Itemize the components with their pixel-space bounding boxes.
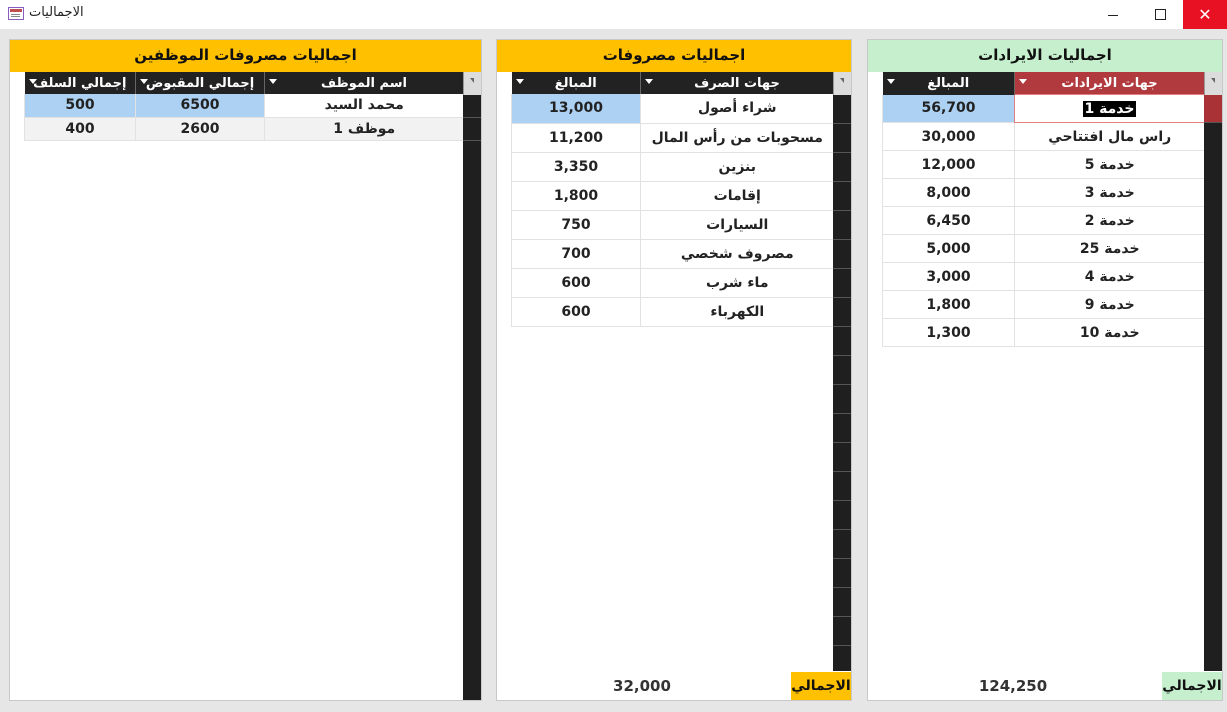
expense-name-cell[interactable]: شراء أصول [641,94,834,123]
record-selector[interactable] [463,95,482,118]
revenue-amount-cell[interactable]: 1,800 [883,291,1015,319]
minimize-button[interactable] [1090,0,1136,29]
revenue-amount-cell[interactable]: 30,000 [883,123,1015,151]
expense-amount-cell[interactable]: 11,200 [512,123,641,152]
record-selector[interactable] [833,356,852,385]
revenue-name-cell[interactable]: خدمة 2 [1015,207,1205,235]
column-header-total-received[interactable]: إجمالي المقبوض [136,72,265,94]
revenue-amount-cell[interactable]: 5,000 [883,235,1015,263]
select-all-corner[interactable] [1204,72,1223,95]
revenues-total-value: 124,250 [978,677,1048,695]
column-header-total-advances[interactable]: إجمالي السلف [25,72,136,94]
table-row[interactable] [883,263,1205,291]
column-header-expense-party[interactable]: جهات الصرف [641,72,834,94]
expenses-table [511,72,834,327]
current-record-selector[interactable] [1204,95,1223,123]
column-header-amounts[interactable]: المبالغ [883,72,1015,95]
expense-name-cell[interactable]: مصروف شخصي [641,239,834,268]
table-row[interactable] [883,123,1205,151]
employees-panel-title: اجماليات مصروفات الموظفين [10,40,481,72]
maximize-button[interactable] [1137,0,1183,29]
filter-dropdown-icon[interactable] [516,79,524,84]
record-selector[interactable] [833,472,852,501]
record-selector[interactable] [833,95,852,124]
record-selector-bar[interactable] [1204,95,1223,671]
table-row[interactable] [883,151,1205,179]
filter-dropdown-icon[interactable] [1019,79,1027,84]
revenue-name-cell[interactable]: خدمة 4 [1015,263,1205,291]
revenue-name-cell[interactable]: خدمة 25 [1015,235,1205,263]
filter-dropdown-icon[interactable] [29,79,37,84]
record-selector[interactable] [833,588,852,617]
revenues-panel-title: اجماليات الايرادات [868,40,1222,72]
revenue-amount-cell[interactable]: 56,700 [883,95,1015,123]
total-received-cell[interactable]: 6500 [136,94,265,117]
window-title: الاجماليات [29,5,84,20]
record-selector[interactable] [833,269,852,298]
close-icon: ✕ [1198,4,1212,24]
table-row[interactable] [512,210,834,239]
table-row[interactable] [883,95,1205,123]
filter-dropdown-icon[interactable] [269,79,277,84]
expense-amount-cell[interactable]: 700 [512,239,641,268]
expense-name-cell[interactable]: مسحوبات من رأس المال [641,123,834,152]
record-selector-bar[interactable] [833,95,852,671]
record-selector[interactable] [833,327,852,356]
total-received-cell[interactable]: 2600 [136,117,265,140]
employees-table [24,72,464,141]
record-selector[interactable] [833,385,852,414]
filter-dropdown-icon[interactable] [140,79,148,84]
table-row[interactable] [512,181,834,210]
expense-name-cell[interactable]: ماء شرب [641,268,834,297]
table-row[interactable] [883,207,1205,235]
revenue-amount-cell[interactable]: 12,000 [883,151,1015,179]
expense-name-cell[interactable]: إقامات [641,181,834,210]
minimize-icon [1108,15,1118,16]
revenue-name-cell[interactable]: خدمة 10 [1015,319,1205,347]
expenses-panel-title: اجماليات مصروفات [497,40,851,72]
revenues-panel [867,39,1223,701]
column-header-amounts[interactable]: المبالغ [512,72,641,94]
filter-dropdown-icon[interactable] [887,79,895,84]
filter-dropdown-icon[interactable] [645,79,653,84]
revenue-name-cell[interactable]: راس مال افتتاحي [1015,123,1205,151]
column-header-employee-name[interactable]: اسم الموظف [265,72,464,94]
table-row[interactable] [512,94,834,123]
expense-amount-cell[interactable]: 600 [512,268,641,297]
expenses-panel [496,39,852,701]
expense-amount-cell[interactable]: 1,800 [512,181,641,210]
table-row[interactable] [25,117,464,140]
column-header-revenue-party[interactable]: جهات الايرادات [1015,72,1205,95]
maximize-icon [1155,9,1166,20]
form-icon [8,7,24,20]
record-selector[interactable] [833,646,852,675]
employee-name-cell[interactable]: محمد السيد [265,94,464,117]
revenue-amount-cell[interactable]: 6,450 [883,207,1015,235]
total-advances-cell[interactable]: 400 [25,117,136,140]
employees-panel [9,39,482,701]
expenses-total-value: 32,000 [613,677,671,695]
record-selector[interactable] [833,617,852,646]
record-selector-bar[interactable] [463,95,482,701]
record-selector[interactable] [833,414,852,443]
close-button[interactable] [1183,0,1227,29]
revenue-amount-cell[interactable]: 8,000 [883,179,1015,207]
select-all-corner[interactable] [833,72,852,95]
table-row[interactable] [883,319,1205,347]
table-row[interactable] [883,179,1205,207]
revenue-amount-cell[interactable]: 3,000 [883,263,1015,291]
expense-amount-cell[interactable]: 13,000 [512,94,641,123]
title-bar [0,0,1227,29]
record-selector[interactable] [833,211,852,240]
table-row[interactable] [512,268,834,297]
table-row[interactable] [883,235,1205,263]
revenue-name-cell[interactable]: خدمة 5 [1015,151,1205,179]
table-row[interactable] [25,94,464,117]
expense-name-cell[interactable]: بنزين [641,152,834,181]
revenues-total-label: الاجمالي [1162,672,1222,700]
record-selector[interactable] [833,559,852,588]
record-selector[interactable] [833,298,852,327]
total-advances-cell[interactable]: 500 [25,94,136,117]
table-row[interactable] [512,152,834,181]
table-row[interactable] [883,291,1205,319]
revenue-amount-cell[interactable]: 1,300 [883,319,1015,347]
expense-amount-cell[interactable]: 600 [512,297,641,326]
record-selector[interactable] [833,530,852,559]
revenues-table [882,72,1205,347]
record-selector[interactable] [833,501,852,530]
record-selector[interactable] [833,182,852,211]
revenue-name-cell[interactable]: خدمة 3 [1015,179,1205,207]
record-selector[interactable] [833,240,852,269]
employee-name-cell[interactable]: موظف 1 [265,117,464,140]
record-selector[interactable] [833,153,852,182]
table-row[interactable] [512,297,834,326]
revenue-name-cell[interactable]: خدمة 9 [1015,291,1205,319]
expense-name-cell[interactable]: الكهرباء [641,297,834,326]
expense-name-cell[interactable]: السيارات [641,210,834,239]
record-selector[interactable] [463,118,482,141]
expenses-total-label: الاجمالي [791,672,851,700]
expense-amount-cell[interactable]: 3,350 [512,152,641,181]
revenue-name-cell[interactable]: خدمة 1 [1015,95,1205,123]
table-row[interactable] [512,239,834,268]
expense-amount-cell[interactable]: 750 [512,210,641,239]
table-row[interactable] [512,123,834,152]
record-selector[interactable] [833,124,852,153]
select-all-corner[interactable] [463,72,482,95]
record-selector[interactable] [833,443,852,472]
